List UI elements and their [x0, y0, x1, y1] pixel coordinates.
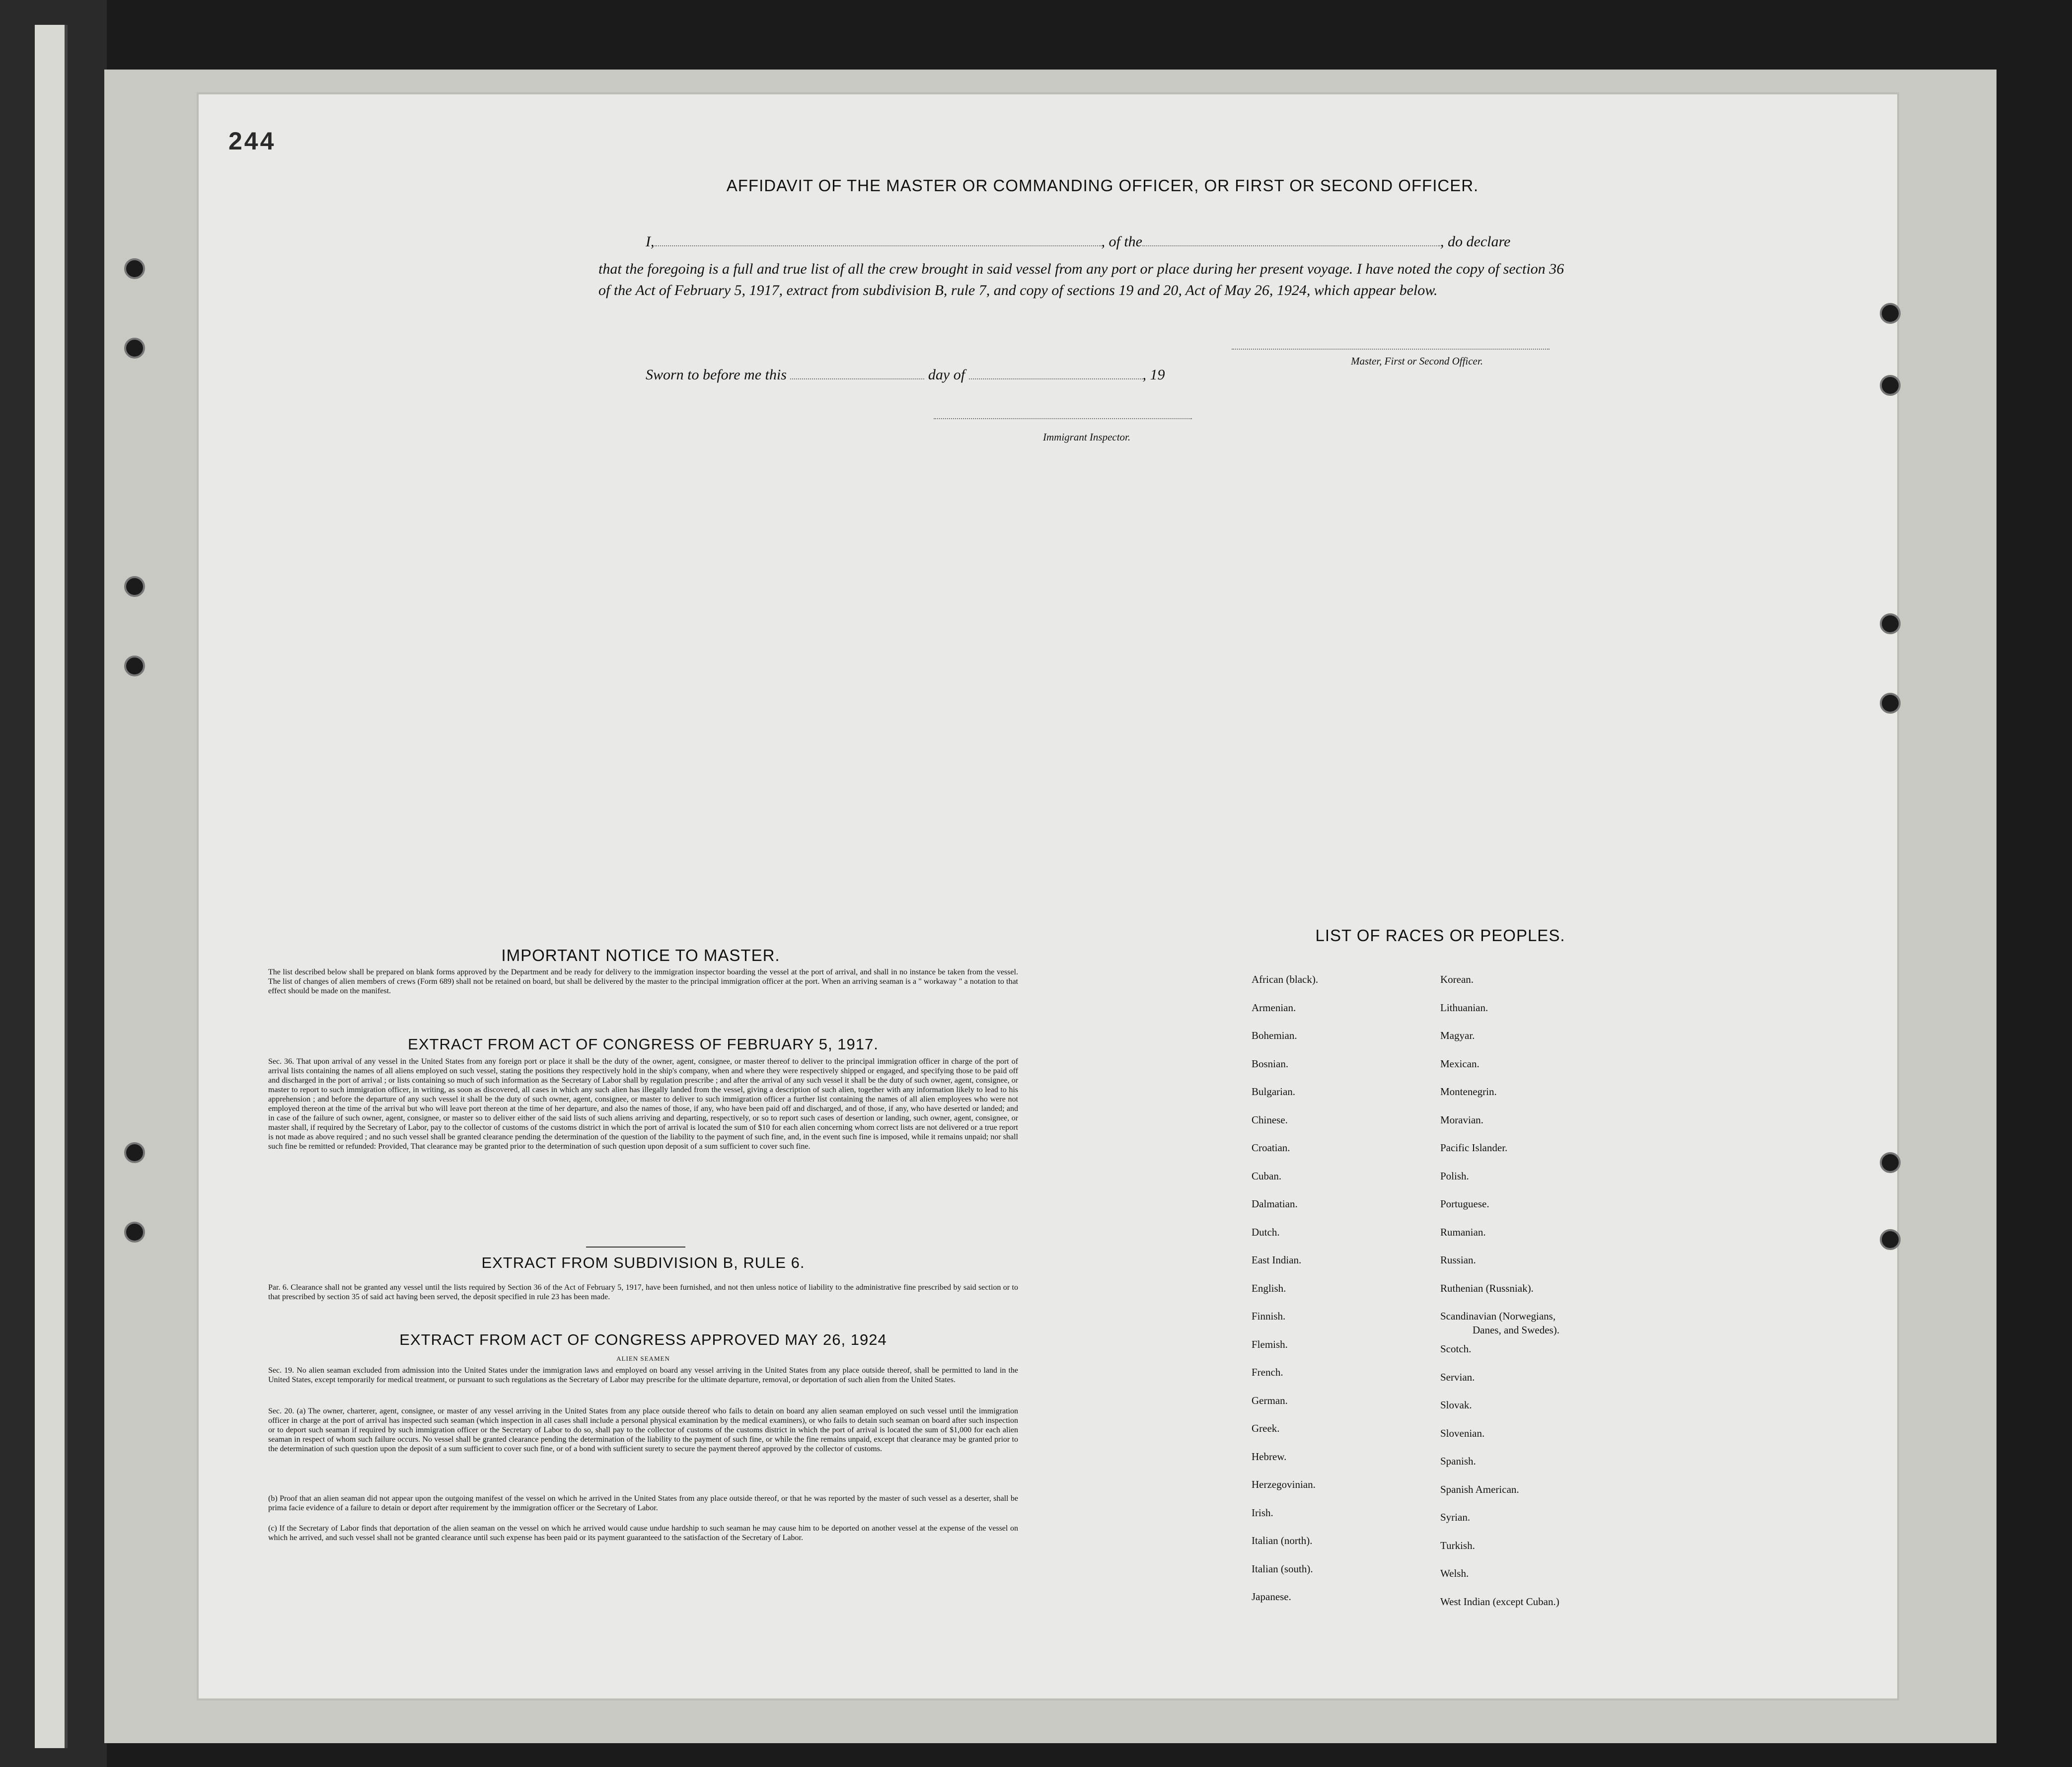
month-blank	[969, 378, 1143, 379]
race-item: Italian (south).	[1252, 1563, 1313, 1575]
vessel-blank	[1142, 245, 1440, 246]
race-item: Slovenian.	[1440, 1427, 1485, 1439]
race-item: Armenian.	[1252, 1002, 1296, 1014]
extract-1924-sec20c: (c) If the Secretary of Labor finds that deportation of the alien seaman on the vessel on which he arrived would cause undue hardship to such seaman he may cause him to be deported on another vessel at the expense of the vessel on which he arrived, and such vessel shall not be granted clearance until such expense has been paid or its payment guaranteed to the satisfaction of the Secretary of Labor.	[268, 1524, 1018, 1542]
punch-hole-icon	[1880, 1152, 1901, 1173]
race-item: Greek.	[1252, 1422, 1280, 1434]
year-label: , 19	[1142, 367, 1165, 383]
race-item: Syrian.	[1440, 1511, 1471, 1523]
notice-title: IMPORTANT NOTICE TO MASTER.	[501, 946, 780, 964]
extract-1924-subtitle: ALIEN SEAMEN	[616, 1355, 670, 1362]
race-item: Polish.	[1440, 1170, 1469, 1182]
race-item: Servian.	[1440, 1371, 1475, 1383]
notice-body: The list described below shall be prepared on blank forms approved by the Department and be ready for delivery to the immigration inspector boarding the vessel at the port of arrival, and shall in no instance be taken from the vessel. The list of changes of alien members of crews (Form 689) shall not be retained on board, but shall be delivered by the master to the principal immigration officer at the port. When an arriving seaman is a " workaway " a notation to that effect should be made on the manifest.	[268, 968, 1018, 995]
punch-hole-icon	[124, 656, 145, 676]
document-page	[199, 94, 1897, 1698]
race-item: Mexican.	[1440, 1058, 1480, 1070]
affidavit-declaration-line	[646, 233, 1510, 250]
page-number: 244	[228, 127, 276, 155]
punch-hole-icon	[124, 1142, 145, 1163]
race-item: Dutch.	[1252, 1226, 1280, 1238]
race-item: Spanish.	[1440, 1455, 1476, 1467]
race-item: English.	[1252, 1282, 1286, 1294]
race-item: Scandinavian (Norwegians,	[1440, 1310, 1556, 1322]
section-divider	[586, 1247, 685, 1248]
declare-label: , do declare	[1440, 233, 1511, 250]
punch-hole-icon	[1880, 1229, 1901, 1250]
sworn-line	[646, 367, 1165, 383]
punch-hole-icon	[1880, 375, 1901, 396]
race-item: Bosnian.	[1252, 1058, 1289, 1070]
binder-edge	[35, 25, 68, 1748]
inspector-caption: Immigrant Inspector.	[1043, 431, 1131, 443]
name-blank	[655, 245, 1102, 246]
punch-hole-icon	[124, 576, 145, 597]
extract-1924-sec20b: (b) Proof that an alien seaman did not appear upon the outgoing manifest of the vessel on which he arrived in the United States from any place outside thereof, or that he was reported by the master of such vessel as a deserter, shall be prima facie evidence of a failure to detain or deport after requirement by the immigration officer or the Secretary of Labor.	[268, 1494, 1018, 1512]
race-item: Scotch.	[1440, 1343, 1472, 1355]
of-the-label: , of the	[1101, 233, 1142, 250]
race-item: Croatian.	[1252, 1142, 1290, 1154]
affidavit-statement: that the foregoing is a full and true list of all the crew brought in said vessel from any port or place during her present voyage. I have noted the copy of section 36 of the Act of February 5, 1917, extract from subdivision B, rule 7, and copy of sections 19 and 20, Act of May 26, 1924, which appear below.	[598, 261, 1564, 298]
extract-1924-sec19: Sec. 19. No alien seaman excluded from admission into the United States under the immigration laws and employed on board any vessel arriving in the United States from any place outside thereof, shall be permitted to land in the United States, except temporarily for medical treatment, or pursuant to such regulations as the Secretary of Labor may prescribe for the ultimate departure, removal, or deportation of such alien from the United States.	[268, 1366, 1018, 1384]
race-item: Bohemian.	[1252, 1030, 1297, 1041]
race-item: Herzegovinian.	[1252, 1478, 1316, 1490]
day-of-label: day of	[928, 367, 965, 383]
race-item: Russian.	[1440, 1254, 1476, 1266]
race-item: Hebrew.	[1252, 1451, 1287, 1463]
race-item: German.	[1252, 1395, 1288, 1406]
inspector-signature-line	[934, 418, 1192, 419]
day-blank	[790, 378, 924, 379]
race-item: Montenegrin.	[1440, 1086, 1497, 1098]
punch-hole-icon	[1880, 693, 1901, 714]
punch-hole-icon	[124, 258, 145, 279]
extract-rule6-title: EXTRACT FROM SUBDIVISION B, RULE 6.	[481, 1254, 805, 1271]
race-item: Spanish American.	[1440, 1483, 1519, 1495]
race-item: Italian (north).	[1252, 1535, 1313, 1546]
race-item: Bulgarian.	[1252, 1086, 1296, 1098]
affidavit-heading: AFFIDAVIT OF THE MASTER OR COMMANDING OFFICER, OR FIRST OR SECOND OFFICER.	[726, 176, 1479, 195]
race-item: Finnish.	[1252, 1310, 1286, 1322]
race-item: East Indian.	[1252, 1254, 1302, 1266]
race-item: Slovak.	[1440, 1399, 1472, 1411]
race-item: Korean.	[1440, 973, 1474, 985]
race-item: Ruthenian (Russniak).	[1440, 1282, 1534, 1294]
race-item: Danes, and Swedes).	[1473, 1324, 1559, 1336]
race-item: West Indian (except Cuban.)	[1440, 1596, 1559, 1608]
race-item: Flemish.	[1252, 1338, 1288, 1350]
race-item: Turkish.	[1440, 1540, 1475, 1551]
punch-hole-icon	[1880, 613, 1901, 634]
race-item: Portuguese.	[1440, 1198, 1489, 1210]
extract-1924-sec20a: Sec. 20. (a) The owner, charterer, agent, consignee, or master of any vessel arriving in the United States from any place outside thereof who fails to detain on board any alien seaman employed on such vessel until the immigration officer in charge at the port of arrival has inspected such seaman (which inspection in all cases shall include a personal physical examination by the medical examiners), or who fails to detain such seaman on board after such inspection or to deport such seaman if required by such immigration officer or the Secretary of Labor to do so, shall pay to the collector of customs of the customs district in which the port of arrival is located the sum of $1,000 for each alien seaman in respect of whom such failure occurs. No vessel shall be granted clearance pending the determination of the liability to the payment of such fine, or while the fine remains unpaid, except that clearance may be granted prior to the determination of such question upon the deposit of a sum sufficient to cover such fine, or of a bond with sufficient surety to secure the payment thereof approved by the collector of customs.	[268, 1407, 1018, 1453]
race-item: African (black).	[1252, 973, 1319, 985]
race-item: Lithuanian.	[1440, 1002, 1488, 1014]
race-item: Irish.	[1252, 1507, 1273, 1519]
race-item: Welsh.	[1440, 1567, 1469, 1579]
punch-hole-icon	[124, 338, 145, 359]
race-item: Moravian.	[1440, 1114, 1483, 1126]
race-item: Pacific Islander.	[1440, 1142, 1508, 1154]
race-item: Chinese.	[1252, 1114, 1288, 1126]
extract-1924-title: EXTRACT FROM ACT OF CONGRESS APPROVED MAY 26, 1924	[399, 1331, 887, 1348]
extract-1917-body: Sec. 36. That upon arrival of any vessel in the United States from any foreign port or place it shall be the duty of the owner, agent, consignee, or master thereof to deliver to the principal immigration officer in charge of the port of arrival lists containing the names of all aliens employed on such vessel, stating the positions they respectively hold in the ship's company, when and where they were respectively shipped or engaged, and specifying those to be paid off and discharged in the port of arrival ; or lists containing so much of such information as the Secretary of Labor shall by regulation prescribe ; and after the arrival of any such vessel it shall be the duty of such owner, agent, consignee, or master to report to such immigration officer, in writing, as soon as discovered, all cases in which any such alien has illegally landed from the vessel, giving a description of such alien, together with any information likely to lead to his apprehension ; and before the departure of any such vessel it shall be the duty of such owner, agent, consignee, or master to deliver to such immigration officer a further list containing the names of all alien employees who were not employed thereon at the time of the arrival but who will leave port thereon at the time of her departure, and also the names of those, if any, who have been paid off and discharged, and of those, if any, who have deserted or landed; and in case of the failure of such owner, agent, consignee, or master so to deliver either of the said lists of such aliens arriving and departing, respectively, or so to report such cases of desertion or landing, such owner, agent, consignee, or master shall, if required by the Secretary of Labor, pay to the collector of customs of the customs district in which the port of arrival is located the sum of $10 for each alien concerning whom correct lists are not delivered or a true report is not made as above required ; and no such vessel shall be granted clearance pending the determination of the question of the liability to the payment of such fine, and, in the event such fine is imposed, while it remains unpaid; nor shall such fine be remitted or refunded: Provided, That clearance may be granted prior to the determination of such question upon deposit of a sum sufficient to cover such fine.	[268, 1057, 1018, 1151]
punch-hole-icon	[124, 1222, 145, 1243]
affidavit-i-label: I,	[646, 233, 655, 250]
signature-line	[1232, 349, 1550, 350]
extract-rule6-body: Par. 6. Clearance shall not be granted any vessel until the lists required by Section 36 of the Act of February 5, 1917, have been furnished, and not then unless notice of liability to the administrative fine prescribed by said section or to that prescribed by section 35 of said act having been served, the deposit specified in rule 23 has been made.	[268, 1283, 1018, 1301]
race-item: Rumanian.	[1440, 1226, 1486, 1238]
race-item: Cuban.	[1252, 1170, 1282, 1182]
race-item: French.	[1252, 1366, 1283, 1378]
race-item: Magyar.	[1440, 1030, 1475, 1041]
sworn-prefix: Sworn to before me this	[646, 367, 787, 383]
races-list-title: LIST OF RACES OR PEOPLES.	[1315, 926, 1565, 945]
signature-caption: Master, First or Second Officer.	[1351, 355, 1483, 367]
punch-hole-icon	[1880, 303, 1901, 324]
race-item: Dalmatian.	[1252, 1198, 1298, 1210]
race-item: Japanese.	[1252, 1591, 1291, 1603]
extract-1917-title: EXTRACT FROM ACT OF CONGRESS OF FEBRUARY 5, 1917.	[408, 1035, 879, 1053]
